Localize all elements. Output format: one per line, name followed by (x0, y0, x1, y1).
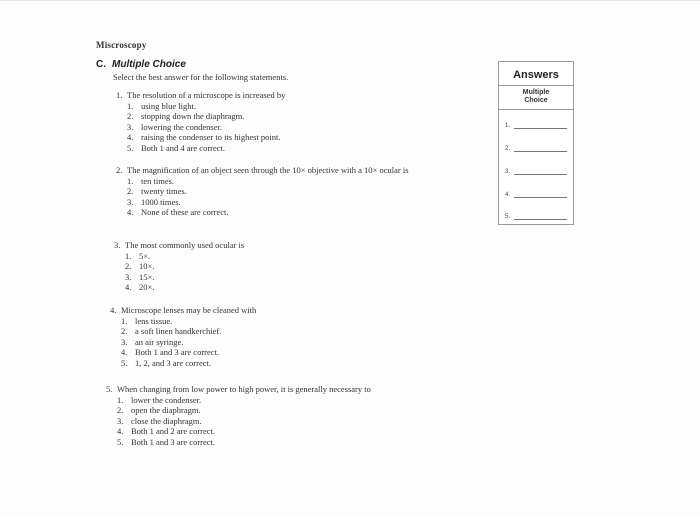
answers-title: Answers (513, 69, 559, 81)
option (127, 101, 427, 112)
option-text: using blue light. (141, 100, 197, 111)
option-number: 1. (117, 394, 124, 405)
option (117, 405, 407, 416)
option-number: 5. (127, 142, 134, 153)
option (125, 261, 425, 272)
option-number: 3. (121, 336, 128, 347)
option-text: close the diaphragm. (131, 415, 202, 426)
option (127, 197, 417, 208)
option-text: 10×. (139, 261, 155, 271)
option (121, 347, 421, 358)
option-text: open the diaphragm. (131, 405, 201, 415)
option-number: 4. (117, 426, 124, 436)
option-text: 20×. (139, 282, 155, 292)
option-text: an air syringe. (135, 336, 184, 347)
question-number: 3. (114, 240, 121, 250)
option-number: 2. (125, 261, 132, 271)
option (121, 316, 421, 327)
option-text: Both 1 and 3 are correct. (135, 347, 220, 357)
question-stem: The resolution of a microscope is increased by (127, 90, 286, 100)
question-number: 4. (110, 305, 117, 315)
option-number: 3. (127, 196, 134, 207)
answers-subtitle-line1: Multiple (522, 89, 550, 96)
option-text: raising the condenser to its highest point. (141, 132, 281, 142)
option-number: 1. (127, 100, 134, 111)
answer-number: 4. (505, 192, 511, 198)
page-top-rule (0, 0, 700, 1)
option-text: 1, 2, and 3 are correct. (135, 357, 211, 368)
answer-line-2[interactable] (505, 145, 567, 152)
option (117, 437, 407, 448)
option-number: 3. (127, 121, 134, 132)
option-number: 3. (117, 415, 124, 426)
option-text: None of these are correct. (141, 207, 229, 217)
question-stem: Microscope lenses may be cleaned with (121, 305, 257, 315)
option-number: 4. (127, 207, 134, 217)
question-stem: The most commonly used ocular is (125, 240, 245, 250)
option-text: lens tissue. (135, 315, 173, 326)
option (121, 358, 421, 369)
answer-blank[interactable] (514, 213, 567, 220)
option-text: stopping down the diaphragm. (141, 111, 245, 121)
answer-number: 1. (505, 123, 511, 129)
option-text: Both 1 and 3 are correct. (131, 436, 216, 447)
answer-line-3[interactable] (505, 168, 567, 175)
option (121, 337, 421, 348)
option (125, 282, 425, 293)
option (127, 132, 427, 143)
option-text: 15×. (139, 271, 155, 282)
question-number: 2. (116, 165, 123, 175)
question-1 (116, 90, 427, 153)
answer-blank[interactable] (514, 145, 567, 152)
option (117, 395, 407, 406)
option (127, 207, 417, 218)
option-text: Both 1 and 4 are correct. (141, 142, 226, 153)
answer-number: 2. (505, 146, 511, 152)
answer-number: 5. (505, 214, 511, 220)
answer-line-5[interactable] (505, 213, 567, 220)
answer-blank[interactable] (514, 168, 567, 175)
option (121, 326, 421, 337)
option (117, 416, 407, 427)
option-text: lowering the condenser. (141, 121, 222, 132)
option-number: 5. (117, 436, 124, 447)
option (127, 143, 427, 154)
option-number: 5. (121, 357, 128, 368)
option (125, 251, 425, 262)
answer-blank[interactable] (514, 191, 567, 198)
section-title-text: Multiple Choice (112, 59, 186, 70)
option (127, 186, 417, 197)
section-instructions: Select the best answer for the following statements. (113, 72, 289, 82)
question-4 (110, 305, 421, 368)
option-text: twenty times. (141, 186, 187, 196)
answer-number: 3. (505, 169, 511, 175)
answers-subtitle-line2: Choice (524, 97, 548, 104)
question-5 (106, 384, 407, 447)
page-header: Miscroscopy (96, 40, 147, 50)
option-text: Both 1 and 2 are correct. (131, 426, 216, 436)
option-number: 1. (121, 315, 128, 326)
option-text: ten times. (141, 175, 175, 186)
answer-blank[interactable] (514, 122, 567, 129)
answers-subtitle (499, 85, 573, 110)
option-text: 1000 times. (141, 196, 181, 207)
question-2 (116, 165, 417, 218)
option (117, 426, 407, 437)
question-number: 1. (116, 90, 123, 100)
option-text: a soft linen handkerchief. (135, 326, 222, 336)
answer-line-1[interactable] (505, 122, 567, 129)
option-number: 2. (127, 186, 134, 196)
option (127, 122, 427, 133)
answers-box (498, 61, 574, 225)
section-letter: C. (96, 59, 106, 70)
option-number: 2. (117, 405, 124, 415)
question-stem: The magnification of an object seen through the 10× objective with a 10× ocular is (127, 165, 409, 175)
option-number: 4. (127, 132, 134, 142)
option-number: 3. (125, 271, 132, 282)
option (127, 111, 427, 122)
section-title (96, 59, 186, 70)
option-number: 4. (121, 347, 128, 357)
option-text: 5×. (139, 250, 151, 261)
option-text: lower the condenser. (131, 394, 202, 405)
question-number: 5. (106, 384, 113, 394)
option (127, 176, 417, 187)
answer-line-4[interactable] (505, 191, 567, 198)
option-number: 2. (127, 111, 134, 121)
option (125, 272, 425, 283)
option-number: 4. (125, 282, 132, 292)
question-stem: When changing from low power to high power, it is generally necessary to (117, 384, 371, 394)
question-3 (114, 240, 425, 293)
option-number: 2. (121, 326, 128, 336)
option-number: 1. (127, 175, 134, 186)
option-number: 1. (125, 250, 132, 261)
